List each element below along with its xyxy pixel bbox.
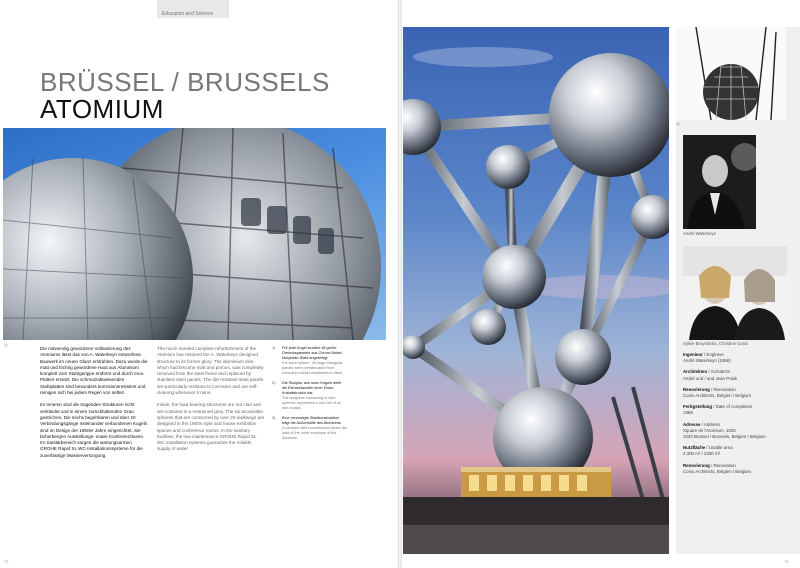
page-number-left: 72 <box>4 559 9 564</box>
credit-renovation-2 <box>683 463 795 475</box>
page-number-right: 73 <box>784 559 789 564</box>
note-english: A complex steel construction bears the load of the outer envelope of the Atomium. <box>282 426 348 440</box>
body-text-german <box>40 346 148 465</box>
credit-key-en: / Architects <box>707 369 730 375</box>
figure-label-1: 1) <box>4 342 8 347</box>
figure-label-3: 3) <box>676 121 680 126</box>
atomium-illustration <box>403 27 669 554</box>
german-paragraph-2: Im Inneren sind die tragenden Strukturen nicht verkleidet und in einem zurückhaltenden Grau gestrichen. Die sechs begehbaren und über 20 Verbindungsgänge miteinander verbundenen Kugeln sind im Design der 1950er Jahre eingerichtet. Sie beherbergen Ausstellungs- sowie Konferenzräume. Im Sanitärbereich sorgen die wartungsarmen GROHE Rapid SL WC-Installationssysteme für die zuverlässige Wasserversorgung. <box>40 402 148 458</box>
english-paragraph-2: Inside, the load-bearing structures are not clad and are coloured in a restrained grey. The six accessible spheres that are connected by over 20 walkways are designed in the 1950s style and house exhibition spaces and conference rooms. In the sanitary facilities, the low-maintenance GROHE Rapid SL WC installation systems guarantee the reliable supply of water. <box>157 402 265 452</box>
credit-architects <box>683 369 795 381</box>
credit-value: Conix Architects, Belgien / Belgium <box>683 393 752 399</box>
credit-key-en: / Renovation <box>709 462 736 468</box>
credit-key-en: / Engineer <box>702 352 725 357</box>
note-german: Für jede Kugel wurden 48 große Dreieckspaneele aus Chrom-Nickel-Molybdän-Stahl angefertigt. <box>282 346 343 360</box>
credit-value: André und / and Jean Polak <box>683 375 738 381</box>
credit-key: Renovierung <box>683 386 710 392</box>
german-paragraph-1: Die notwendig gewordene Vollsanierung des Atomiums lässt das von A. Waterkeyn entworfene Bauwerk im neuen Glanz erstrahlen. Dazu wurde die matt und löchrig gewordene Haut aus Aluminium komplett vom Stahlgerippe entfernt und durch Inox-Platten ersetzt. Die schmutzabweisenden Stahlplatten sind besonders korrosionsresistent und reinigen sich bei jedem Regen von selbst. <box>40 346 148 396</box>
credit-address <box>683 422 795 441</box>
credit-renovation <box>683 387 795 399</box>
credit-key-en: / Date of completion <box>712 404 753 410</box>
body-text-english <box>157 346 265 459</box>
note-number: 2) <box>272 381 276 385</box>
construction-sketch <box>676 27 786 120</box>
credit-key-en: / Address <box>700 421 720 427</box>
credit-area <box>683 445 795 457</box>
note-german: Die Skulptur aus neun Kugeln stellt die Elementarzelle einer Eisen-Kristallstruktur dar. <box>282 381 342 395</box>
credit-key: Adresse <box>683 421 701 427</box>
credit-key-en: / Renovation <box>709 386 736 392</box>
note-1 <box>272 346 347 376</box>
credit-completion <box>683 404 795 416</box>
book-gutter <box>398 0 402 568</box>
credit-value: 1958 <box>683 410 693 416</box>
note-german: Eine verzweigte Stahlkonstruktion trägt die Außenhülle des Atomiums. <box>282 416 342 425</box>
credit-key: Nutzfläche <box>683 445 706 451</box>
note-number: 1) <box>272 346 276 350</box>
hero-image-spheres-closeup <box>3 128 386 340</box>
credit-key-en: / Usable area <box>705 445 733 451</box>
english-paragraph-1: The much needed complete refurbishment of the Atomium has restored the A. Waterkeyn designed structure to its former glory. The aluminium skin, which had become matt and porous, was completely removed from the steel frame and replaced by stainless steel panels. The dirt-resistant steel panels are particularly resistant to corrosion and are self-cleaning whenever it rains. <box>157 346 264 396</box>
credit-value: 1020 Brüssel / Brussels, Belgien / Belgium <box>683 434 766 440</box>
portrait-women-sketch <box>683 246 787 340</box>
figure-notes <box>272 346 347 446</box>
credit-value: André Waterkeyn (1958) <box>683 358 731 364</box>
section-tab: Education and Science <box>157 0 229 18</box>
note-english: The sculpture consisting of nine spheres represents a unit cell of an iron crystal. <box>282 396 342 410</box>
credit-key: Renovierung <box>683 462 710 468</box>
portrait-man-sketch <box>683 135 756 229</box>
title-city: BRÜSSEL / BRUSSELS <box>40 67 330 97</box>
credit-value: Conix Architects, Belgien / Belgium <box>683 468 752 474</box>
note-2 <box>272 381 347 411</box>
title-building: ATOMIUM <box>40 94 164 124</box>
note-3 <box>272 416 347 441</box>
note-number: 3) <box>272 416 276 420</box>
caption-architects: Sylvie Bruyninckx, Christine Conix <box>683 341 749 346</box>
credit-engineer <box>683 352 795 364</box>
project-credits <box>683 352 795 480</box>
construction-photo-bw <box>676 27 786 120</box>
credit-value: Square de l'Atomium, 1020 <box>683 427 736 433</box>
credit-value: 2.300 m² / 2300 m² <box>683 451 721 457</box>
portrait-waterkeyn <box>683 135 756 229</box>
caption-waterkeyn: André Waterkeyn <box>683 231 717 236</box>
note-english: For each sphere, 48 large triangular panels were prefabricated from chromium-nickel-molybdenum steel. <box>282 361 343 375</box>
hero-image-atomium <box>403 27 669 554</box>
spheres-closeup-illustration <box>3 128 386 340</box>
credit-key: Architekten <box>683 369 708 375</box>
portrait-architects <box>683 246 787 340</box>
credit-key: Ingenieur <box>683 352 703 357</box>
credit-key: Fertigstellung <box>683 404 713 410</box>
